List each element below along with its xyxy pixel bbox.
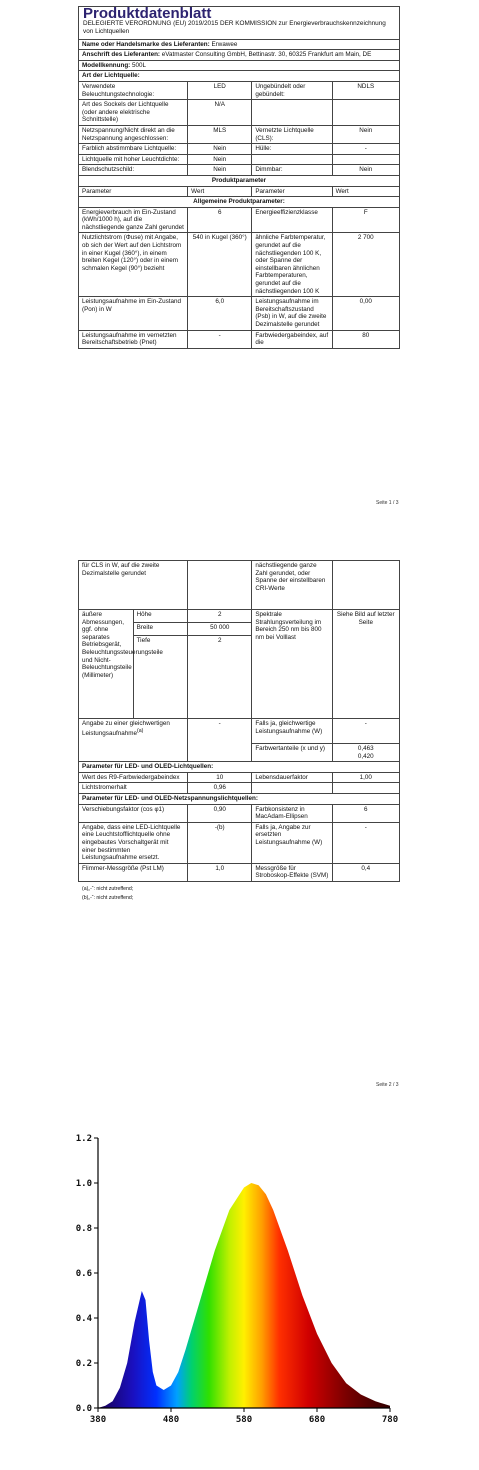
x-tick-label: 580	[235, 1415, 253, 1425]
col-value-header-2: Wert	[332, 186, 399, 197]
param-value: 6	[188, 207, 252, 233]
row-label: Netzspannung/Nicht direkt an die Netzspannung angeschlossen:	[79, 125, 188, 143]
general-param-rows	[79, 207, 400, 348]
page-1-number: Seite 1 / 3	[376, 500, 399, 506]
param-value: 0,96	[188, 783, 252, 794]
param-label-2: Lebensdauerfaktor	[252, 772, 332, 783]
model-label: Modellkennung:	[82, 61, 131, 69]
row-label: Blendschutzschild:	[79, 165, 188, 176]
param-label-2: Farbkonsistenz in MacAdam-Ellipsen	[252, 804, 332, 822]
equiv-right-label: Falls ja, gleichwertige Leistungsaufnahme (W)	[252, 719, 332, 744]
light-type-label: Art der Lichtquelle:	[79, 71, 400, 82]
row-label-2: Dimmbar:	[252, 165, 332, 176]
dim-height-label: Höhe	[133, 610, 188, 623]
supplier-address: eVatmaster Consulting GmbH, Bettinastr. 30, 60325 Frankfurt am Main, DE	[161, 51, 372, 59]
row-value: Nein	[188, 165, 252, 176]
model-value: 500L	[132, 61, 147, 69]
y-tick-label: 1.2	[75, 1134, 92, 1144]
general-param-row	[79, 330, 400, 348]
param-label: Leistungsaufnahme im Ein-Zustand (Pon) in W	[79, 297, 188, 330]
param-value-2: 0,4	[332, 863, 399, 881]
param-label-2: Falls ja, Angabe zur ersetzten Leistungsaufnahme (W)	[252, 822, 332, 863]
mains-params-header: Parameter für LED- und OLED-Netzspannungslichtquellen:	[79, 793, 400, 804]
product-params-header: Produktparameter	[79, 175, 400, 186]
param-label-2: Energieeffizienzklasse	[252, 207, 332, 233]
param-value-2: 80	[332, 330, 399, 348]
page-2	[78, 560, 400, 903]
param-label: Lichtstromerhalt	[79, 783, 188, 794]
light-type-row	[79, 165, 400, 176]
row-label: Verwendete Beleuchtungstechnologie:	[79, 81, 188, 99]
param-value: -	[188, 330, 252, 348]
page-2-number: Seite 2 / 3	[376, 1082, 399, 1088]
row-value-2: Nein	[332, 165, 399, 176]
row-value: LED	[188, 81, 252, 99]
chroma-label: Farbwertanteile (x und y)	[252, 744, 332, 762]
param-label: Flimmer-Messgröße (Pst LM)	[79, 863, 188, 881]
light-type-row	[79, 81, 400, 99]
row-label-2: Vernetzte Lichtquelle (CLS):	[252, 125, 332, 143]
x-tick-label: 780	[381, 1415, 399, 1425]
dim-width-label: Breite	[133, 623, 188, 636]
param-label: Wert des R9-Farbwiedergabeindex	[79, 772, 188, 783]
dim-depth-value: 2	[188, 636, 252, 719]
spectrum-label: Spektrale Strahlungsverteilung im Bereich 250 nm bis 800 nm bei Volllast	[252, 610, 332, 719]
param-value: 10	[188, 772, 252, 783]
cont-row-right: nächstliegende ganze Zahl gerundet, oder Spanne der einstellbaren CRI-Werte	[252, 561, 332, 610]
light-type-row	[79, 125, 400, 143]
equiv-right-value: -	[332, 719, 399, 744]
row-value: Nein	[188, 154, 252, 165]
param-row	[79, 783, 400, 794]
y-tick-label: 0.4	[75, 1314, 92, 1324]
general-param-row	[79, 297, 400, 330]
y-tick-label: 0.2	[75, 1359, 92, 1369]
row-value-2: -	[332, 144, 399, 155]
cont-row-right-value	[332, 561, 399, 610]
y-ticks	[76, 1134, 98, 1414]
param-label-2: Leistungsaufnahme im Bereitschaftszustand (Psb) in W, auf die zweite Dezimalstelle gerundet	[252, 297, 332, 330]
col-value-header: Wert	[188, 186, 252, 197]
regulation-text: DELEGIERTE VERORDNUNG (EU) 2019/2015 DER KOMMISSION zur Energieverbrauchskennzeichnung von Lichtquellen	[83, 19, 386, 35]
param-label: Leistungsaufnahme im vernetzten Bereitschaftsbetrieb (Pnet)	[79, 330, 188, 348]
page-1	[78, 6, 400, 349]
row-value-2	[332, 154, 399, 165]
row-value: Nein	[188, 144, 252, 155]
param-label: Energieverbrauch im Ein-Zustand (kWh/1000 h), auf die nächstliegende ganze Zahl gerundet	[79, 207, 188, 233]
x-tick-label: 380	[89, 1415, 107, 1425]
param-row	[79, 822, 400, 863]
supplier-address-label: Anschrift des Lieferanten:	[82, 51, 161, 59]
row-label: Farblich abstimmbare Lichtquelle:	[79, 144, 188, 155]
param-value-2: 6	[332, 804, 399, 822]
general-param-row	[79, 207, 400, 233]
param-value: 0,90	[188, 804, 252, 822]
datasheet-table-1	[78, 6, 400, 349]
row-value-2: NDLS	[332, 81, 399, 99]
row-label-2	[252, 100, 332, 126]
supplier-name-label: Name oder Handelsmarke des Lieferanten:	[82, 40, 210, 48]
param-value-2: F	[332, 207, 399, 233]
equiv-footnote-mark: (a)	[136, 727, 144, 734]
row-label-2: Hülle:	[252, 144, 332, 155]
general-params-header: Allgemeine Produktparameter:	[79, 197, 400, 208]
footnote-a: (a)„-“: nicht zutreffend;	[82, 885, 134, 892]
row-label: Lichtquelle mit hoher Leuchtdichte:	[79, 154, 188, 165]
param-label: Angabe, dass eine LED-Lichtquelle eine Leuchtstofflichtquelle ohne eingebautes Vorschaltgerät mit einer bestimmten Leistungsaufnahme ersetzt.	[79, 822, 188, 863]
mains-param-rows	[79, 804, 400, 881]
param-row	[79, 863, 400, 881]
spectrum-area	[98, 1183, 390, 1408]
param-value: 1,0	[188, 863, 252, 881]
param-value-2: 0,00	[332, 297, 399, 330]
param-value: 6,0	[188, 297, 252, 330]
x-ticks	[90, 1408, 398, 1425]
equiv-label: Angabe zu einer gleichwertigen Leistungsaufnahme$^{(a)}$	[79, 719, 188, 762]
x-tick-label: 680	[308, 1415, 326, 1425]
param-label: Nutzlichtstrom (Φuse) mit Angabe, ob sich der Wert auf den Lichtstrom in einer Kugel (360°), in einem breiten Kegel (120°) oder in einem schmalen Kegel (90°) bezieht	[79, 233, 188, 297]
y-tick-label: 0.8	[75, 1224, 92, 1234]
dim-height-value: 2	[188, 610, 252, 623]
datasheet-table-2	[78, 560, 400, 882]
led-params-header: Parameter für LED- und OLED-Lichtquellen:	[79, 762, 400, 773]
param-label-2: ähnliche Farbtemperatur, gerundet auf die nächstliegenden 100 K, oder Spanne der einstellbaren ähnlichen Farbtemperaturen, gerundet auf die nächstliegenden 100 K	[252, 233, 332, 297]
param-value: -(b)	[188, 822, 252, 863]
param-value-2: -	[332, 822, 399, 863]
param-label: Verschiebungsfaktor (cos φ1)	[79, 804, 188, 822]
param-label-2: Farbwiedergabeindex, auf die	[252, 330, 332, 348]
dim-depth-label: Tiefe	[133, 636, 188, 719]
param-value-2: 1,00	[332, 772, 399, 783]
light-type-rows	[79, 81, 400, 175]
dim-width-value: 50 000	[188, 623, 252, 636]
y-tick-label: 0.6	[75, 1269, 92, 1279]
param-value-2	[332, 783, 399, 794]
supplier-name: Erwawee	[211, 40, 238, 48]
param-value-2: 2 700	[332, 233, 399, 297]
spectrum-value: Siehe Bild auf letzter Seite	[332, 610, 399, 719]
spectrum-chart	[75, 1128, 400, 1428]
row-label-2	[252, 154, 332, 165]
led-param-rows	[79, 772, 400, 793]
param-row	[79, 804, 400, 822]
x-tick-label: 480	[162, 1415, 180, 1425]
col-param-header: Parameter	[79, 186, 188, 197]
y-tick-label: 0.0	[75, 1404, 92, 1414]
row-value-2	[332, 100, 399, 126]
param-row	[79, 772, 400, 783]
cont-row-value	[188, 561, 252, 610]
general-param-row	[79, 233, 400, 297]
doc-title: Produktdatenblatt	[83, 5, 212, 22]
dims-label: äußere Abmessungen, ggf. ohne separates Betriebsgerät, Beleuchtungssteuerungsteile und Nicht-Beleuchtungsteile (Millimeter)	[79, 610, 134, 719]
y-tick-label: 1.0	[75, 1179, 92, 1189]
row-value: N/A	[188, 100, 252, 126]
row-value-2: Nein	[332, 125, 399, 143]
param-label-2	[252, 783, 332, 794]
col-param-header-2: Parameter	[252, 186, 332, 197]
row-label-2: Ungebündelt oder gebündelt:	[252, 81, 332, 99]
row-value: MLS	[188, 125, 252, 143]
light-type-row	[79, 154, 400, 165]
cont-row-left: für CLS in W, auf die zweite Dezimalstelle gerundet	[79, 561, 188, 610]
row-label: Art des Sockels der Lichtquelle (oder andere elektrische Schnittstelle)	[79, 100, 188, 126]
light-type-row	[79, 144, 400, 155]
equiv-value: -	[188, 719, 252, 762]
param-label-2: Messgröße für Stroboskop-Effekte (SVM)	[252, 863, 332, 881]
param-value: 540 in Kugel (360°)	[188, 233, 252, 297]
light-type-row	[79, 100, 400, 126]
chroma-values: 0,463 0,420	[332, 744, 399, 762]
footnote-b: (b)„-“: nicht zutreffend;	[82, 894, 134, 901]
